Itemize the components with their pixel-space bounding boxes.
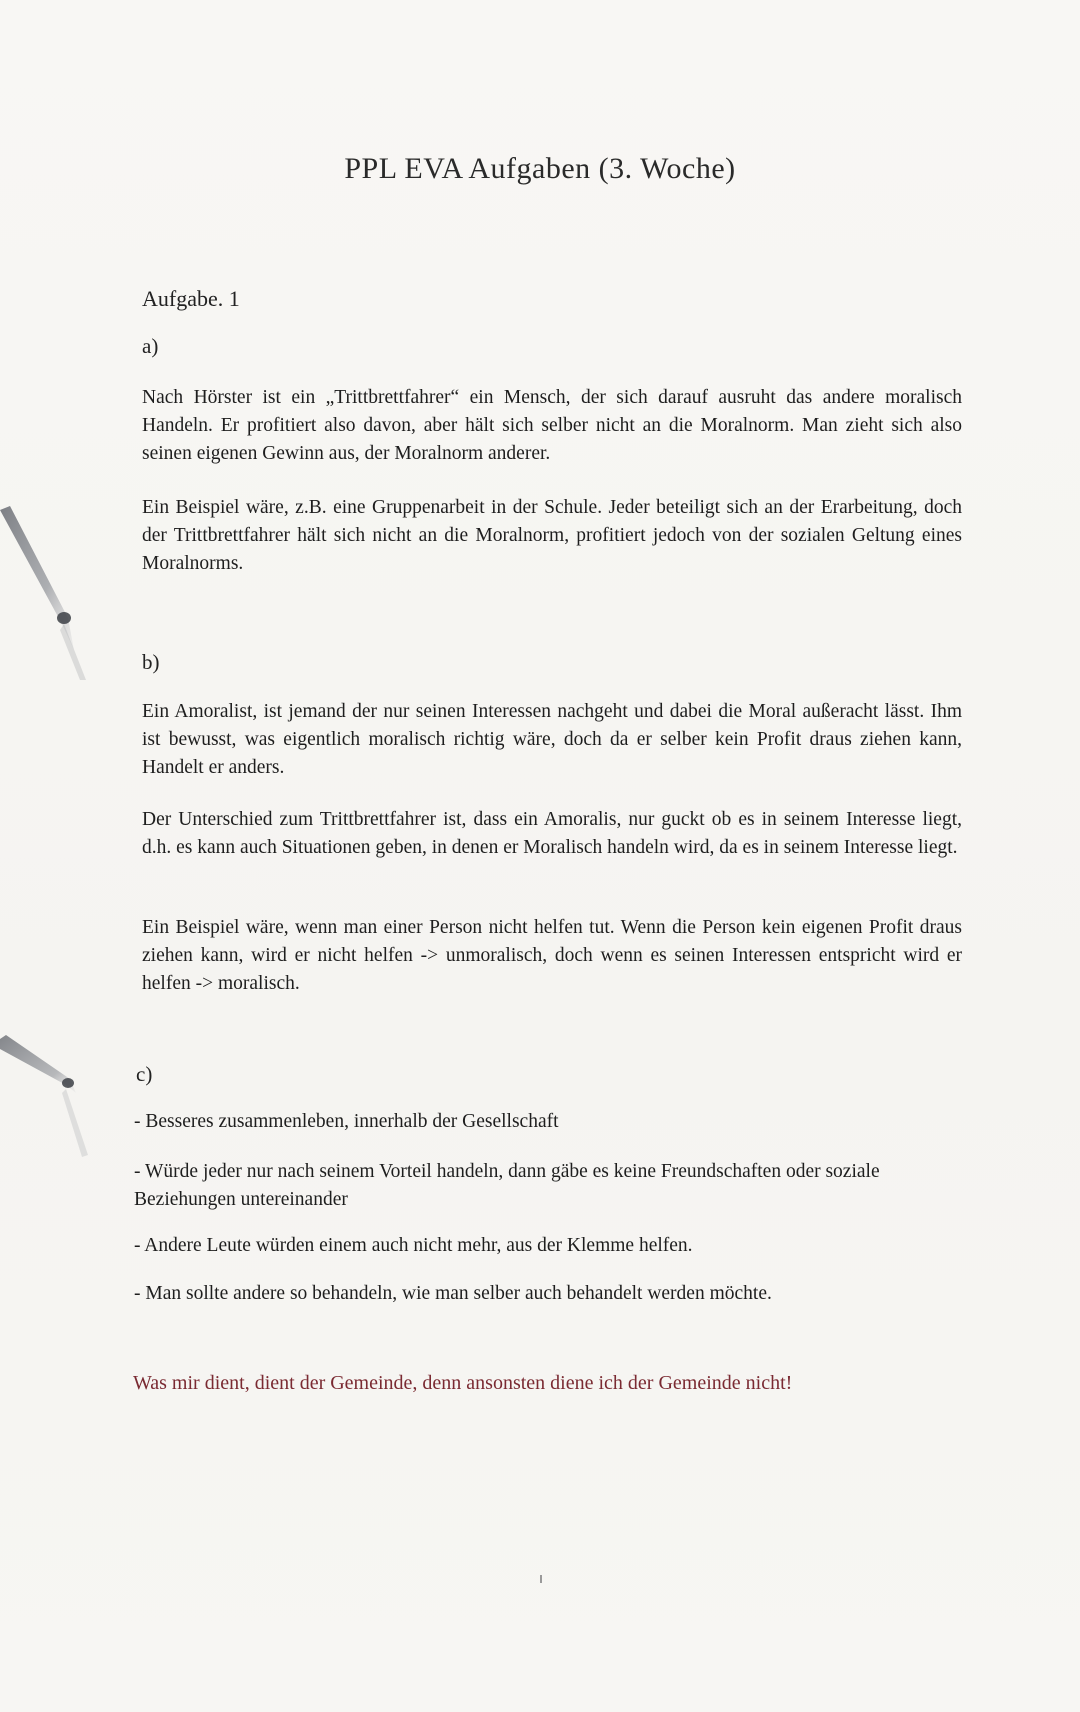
- section-b-label: b): [142, 650, 160, 674]
- section-c-bullet: - Andere Leute würden einem auch nicht mehr, aus der Klemme helfen.: [134, 1235, 693, 1256]
- section-c-bullet: - Besseres zusammenleben, innerhalb der Gesellschaft: [134, 1111, 559, 1132]
- pen-mark-upper-graphic: [0, 500, 90, 680]
- section-a-label: a): [142, 334, 159, 358]
- stray-mark: [540, 1575, 542, 1583]
- section-c-label: c): [136, 1062, 153, 1086]
- section-b-paragraph: Ein Beispiel wäre, wenn man einer Person nicht helfen tut. Wenn die Person kein eigenen Profit draus ziehen kann, wird er nicht helfen -> unmoralisch, doch wenn es seinen Interessen entspricht wird er helfen -> moralisch.: [142, 917, 962, 994]
- page-title: PPL EVA Aufgaben (3. Woche): [344, 152, 736, 185]
- section-c-bullet: - Würde jeder nur nach seinem Vorteil handeln, dann gäbe es keine Freundschaften oder soziale Beziehungen untereinander: [134, 1161, 880, 1210]
- task-heading: Aufgabe. 1: [142, 286, 240, 311]
- section-b-paragraph: Ein Amoralist, ist jemand der nur seinen Interessen nachgeht und dabei die Moral außeracht lässt. Ihm ist bewusst, was eigentlich moralisch richtig wäre, doch da er selber kein Profit draus ziehen kann, Handelt er anders.: [142, 701, 962, 778]
- pen-mark-lower-graphic: [0, 1035, 90, 1165]
- section-a-paragraph: Nach Hörster ist ein „Trittbrettfahrer“ ein Mensch, der sich darauf ausruht das andere moralisch Handeln. Er profitiert also davon, aber hält sich selber nicht an die Moralnorm. Man zieht sich also seinen eigenen Gewinn aus, der Moralnorm anderer.: [142, 387, 962, 464]
- section-b-paragraph: Der Unterschied zum Trittbrettfahrer ist, dass ein Amoralis, nur guckt ob es in seinem Interesse liegt, d.h. es kann auch Situationen geben, in denen er Moralisch handeln wird, da es in seinem Interesse liegt.: [142, 809, 962, 858]
- closing-quote: Was mir dient, dient der Gemeinde, denn ansonsten diene ich der Gemeinde nicht!: [133, 1372, 793, 1394]
- section-c-bullet: - Man sollte andere so behandeln, wie man selber auch behandelt werden möchte.: [134, 1283, 772, 1304]
- section-a-paragraph: Ein Beispiel wäre, z.B. eine Gruppenarbeit in der Schule. Jeder beteiligt sich an der Erarbeitung, doch der Trittbrettfahrer hält sich nicht an die Moralnorm, profitiert jedoch von der sozialen Geltung eines Moralnorms.: [142, 497, 962, 574]
